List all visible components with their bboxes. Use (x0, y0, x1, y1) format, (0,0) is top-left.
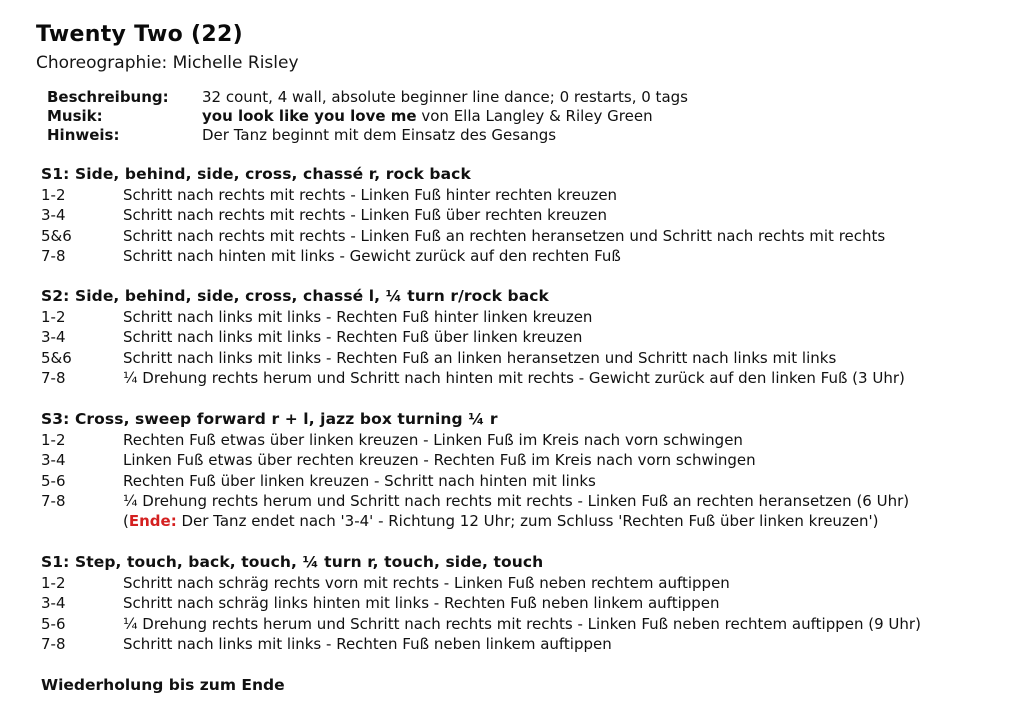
step-text: Schritt nach rechts mit rechts - Linken Fuß über rechten kreuzen (123, 206, 608, 225)
step-count: 7-8 (41, 246, 66, 265)
step-row (41, 307, 1011, 327)
section-heading: S3: Cross, sweep forward r + l, jazz box turning ¼ r (41, 410, 498, 428)
step-count: 3-4 (41, 451, 66, 470)
step-text: Schritt nach hinten mit links - Gewicht zurück auf den rechten Fuß (123, 246, 621, 265)
step-count: 7-8 (41, 368, 66, 387)
step-text: Schritt nach rechts mit rechts - Linken Fuß hinter rechten kreuzen (123, 186, 618, 204)
step-row (41, 634, 1011, 654)
section-heading: S2: Side, behind, side, cross, chassé l, ¼ turn r/rock back (41, 287, 549, 305)
step-row (41, 491, 1011, 511)
step-row (41, 614, 1011, 634)
step-text: ¼ Drehung rechts herum und Schritt nach rechts mit rechts - Linken Fuß an rechten heransetzen (6 Uhr) (123, 491, 910, 510)
step-text: Schritt nach links mit links - Rechten Fuß neben linkem auftippen (123, 634, 612, 653)
meta-block (47, 88, 688, 145)
note-label: Hinweis: (47, 126, 120, 144)
step-text: Schritt nach links mit links - Rechten Fuß an linken heransetzen und Schritt nach links mit links (123, 348, 837, 367)
step-row (41, 593, 1011, 613)
step-text: Schritt nach schräg links hinten mit links - Rechten Fuß neben linkem auftippen (123, 594, 720, 613)
section-heading: S1: Side, behind, side, cross, chassé r, rock back (41, 165, 471, 183)
step-text: Linken Fuß etwas über rechten kreuzen - Rechten Fuß im Kreis nach vorn schwingen (123, 451, 756, 470)
step-row (41, 450, 1011, 470)
step-row (41, 430, 1011, 450)
step-count: 1-2 (41, 431, 66, 449)
step-row (41, 368, 1011, 388)
page-title: Twenty Two (22) (36, 22, 243, 47)
step-row (41, 348, 1011, 368)
step-count: 5&6 (41, 226, 72, 245)
music-title: you look like you love me (202, 107, 417, 125)
step-count: 3-4 (41, 328, 66, 347)
description-value: 32 count, 4 wall, absolute beginner line dance; 0 restarts, 0 tags (202, 88, 688, 106)
step-text: ¼ Drehung rechts herum und Schritt nach hinten mit rechts - Gewicht zurück auf den linken Fuß (3 Uhr) (123, 368, 905, 387)
choreographer-line: Choreographie: Michelle Risley (36, 53, 299, 73)
step-count: 3-4 (41, 206, 66, 225)
step-row (41, 327, 1011, 347)
step-row (41, 226, 1011, 246)
step-text: Schritt nach links mit links - Rechten Fuß über linken kreuzen (123, 328, 583, 347)
music-label: Musik: (47, 107, 103, 125)
step-row (41, 205, 1011, 225)
step-row (41, 185, 1011, 205)
step-text: Schritt nach links mit links - Rechten Fuß hinter linken kreuzen (123, 308, 593, 326)
note-open-paren: ( (123, 512, 129, 531)
ending-label: Ende: (128, 512, 177, 531)
step-count: 5-6 (41, 614, 66, 633)
step-row (41, 573, 1011, 593)
meta-description-row (47, 88, 688, 107)
section-heading: S1: Step, touch, back, touch, ¼ turn r, touch, side, touch (41, 553, 544, 571)
step-text: ¼ Drehung rechts herum und Schritt nach rechts mit rechts - Linken Fuß neben rechtem auftippen (9 Uhr) (123, 614, 921, 633)
section-4 (41, 551, 1011, 654)
step-count: 5&6 (41, 348, 72, 367)
step-count: 1-2 (41, 186, 66, 204)
description-label: Beschreibung: (47, 88, 169, 106)
step-text: Rechten Fuß etwas über linken kreuzen - Linken Fuß im Kreis nach vorn schwingen (123, 431, 743, 449)
step-count: 7-8 (41, 634, 66, 653)
step-count: 3-4 (41, 594, 66, 613)
repeat-instruction: Wiederholung bis zum Ende (41, 676, 285, 694)
step-count: 5-6 (41, 471, 66, 490)
music-artist: von Ella Langley & Riley Green (416, 107, 653, 125)
section-3 (41, 408, 1011, 531)
step-row (41, 246, 1011, 266)
step-row (41, 471, 1011, 491)
step-text: Schritt nach rechts mit rechts - Linken Fuß an rechten heransetzen und Schritt nach rechts mit rechts (123, 226, 886, 245)
step-count: 1-2 (41, 574, 66, 592)
step-count: 1-2 (41, 308, 66, 326)
meta-music-row (47, 107, 688, 126)
note-value: Der Tanz beginnt mit dem Einsatz des Gesangs (202, 126, 557, 144)
ending-note (41, 511, 1011, 531)
step-text: Schritt nach schräg rechts vorn mit rechts - Linken Fuß neben rechtem auftippen (123, 574, 730, 592)
section-1 (41, 163, 1011, 266)
ending-text: Der Tanz endet nach '3-4' - Richtung 12 Uhr; zum Schluss 'Rechten Fuß über linken kreuzen') (176, 512, 879, 531)
step-count: 7-8 (41, 491, 66, 510)
section-2 (41, 285, 1011, 388)
step-text: Rechten Fuß über linken kreuzen - Schritt nach hinten mit links (123, 471, 596, 490)
meta-note-row (47, 126, 688, 145)
